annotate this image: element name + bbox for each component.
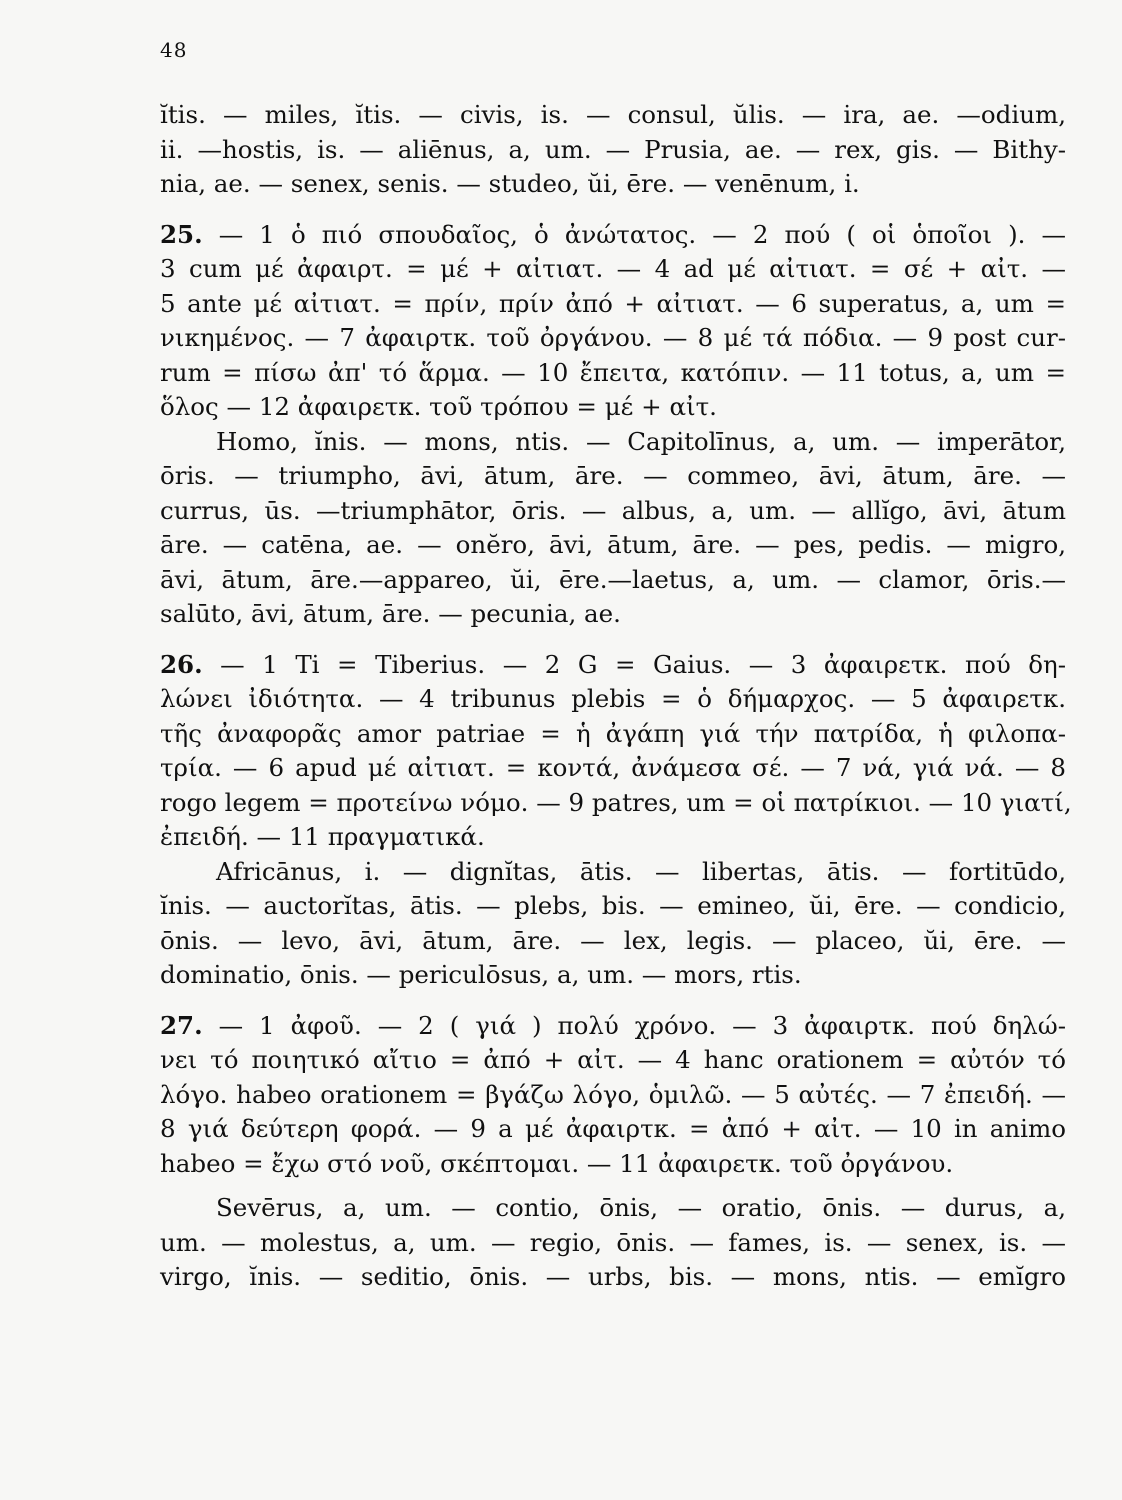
text-line: τρία. — 6 apud μέ αἰτιατ. = κοντά, ἀνάμεσα σέ. — 7 νά, γιά νά. — 8 xyxy=(160,753,1066,782)
text-line: habeo = ἔχω στό νοῦ, σκέπτομαι. — 11 ἀφαιρετκ. τοῦ ὀργάνου. xyxy=(160,1148,954,1178)
text-line: ōris. — triumpho, āvi, ātum, āre. — commeo, āvi, ātum, āre. — xyxy=(160,461,1066,490)
text-line: νικημένος. — 7 ἀφαιρτκ. τοῦ ὀργάνου. — 8 μέ τά πόδια. — 9 post cur- xyxy=(160,323,1066,352)
text-line: 26. — 1 Ti = Tiberius. — 2 G = Gaius. — 3 ἀφαιρετκ. πού δη- xyxy=(160,649,1066,679)
notes-paragraph-26 xyxy=(160,648,1072,855)
text-line: 25. — 1 ὁ πιό σπουδαῖος, ὁ ἀνώτατος. — 2 πού ( οἱ ὁποῖοι ). — xyxy=(160,219,1066,249)
text-line: 27. — 1 ἀφοῦ. — 2 ( γιά ) πολύ χρόνο. — 3 ἀφαιρτκ. πού δηλώ- xyxy=(160,1010,1066,1040)
vocabulary-paragraph xyxy=(160,1191,1066,1295)
text-line: currus, ūs. —triumphātor, ōris. — albus, a, um. — allĭgo, āvi, ātum xyxy=(160,495,1066,525)
text-line: virgo, ĭnis. — seditio, ōnis. — urbs, bis. — mons, ntis. — emĭgro xyxy=(160,1262,1066,1291)
text-line: 3 cum μέ ἀφαιρτ. = μέ + αἰτιατ. — 4 ad μέ αἰτιατ. = σέ + αἰτ. — xyxy=(160,254,1066,283)
section-number: 26. xyxy=(160,649,203,679)
text-line: āvi, ātum, āre.—appareo, ŭi, ēre.—laetus, a, um. — clamor, ōris.— xyxy=(160,564,1066,594)
text-line: Homo, ĭnis. — mons, ntis. — Capitolīnus, a, um. — imperātor, xyxy=(216,426,1066,456)
page-body xyxy=(160,98,1072,1295)
text-line: rogo legem = προτείνω νόμο. — 9 patres, um = οἱ πατρίκιοι. — 10 γιατί, xyxy=(160,787,1072,817)
text-line: āre. — catēna, ae. — onĕro, āvi, ātum, āre. — pes, pedis. — migro, xyxy=(160,530,1066,559)
text-line: um. — molestus, a, um. — regio, ōnis. — fames, is. — senex, is. — xyxy=(160,1227,1066,1257)
text-line: Africānus, i. — dignĭtas, ātis. — libertas, ātis. — fortitūdo, xyxy=(216,856,1066,886)
vocabulary-paragraph xyxy=(160,855,1066,993)
notes-paragraph-25 xyxy=(160,218,1066,425)
text-line: ōnis. — levo, āvi, ātum, āre. — lex, legis. — placeo, ŭi, ēre. — xyxy=(160,925,1066,955)
text-line: ὅλος — 12 ἀφαιρετκ. τοῦ τρόπου = μέ + αἰτ. xyxy=(160,392,717,421)
text-line: νει τό ποιητικό αἴτιο = ἀπό + αἰτ. — 4 hanc orationem = αὐτόν τό xyxy=(160,1045,1066,1074)
text-line: nia, ae. — senex, senis. — studeo, ŭi, ēre. — venēnum, i. xyxy=(160,169,860,198)
text-line: rum = πίσω ἀπ' τό ἅρμα. — 10 ἔπειτα, κατόπιν. — 11 totus, a, um = xyxy=(160,357,1066,387)
section-number: 25. xyxy=(160,219,203,249)
page-number: 48 xyxy=(160,38,188,62)
text-line: dominatio, ōnis. — periculōsus, a, um. — mors, rtis. xyxy=(160,960,802,989)
text-line: Sevērus, a, um. — contio, ōnis, — oratio, ōnis. — durus, a, xyxy=(216,1193,1066,1222)
text-line: τῆς ἀναφορᾶς amor patriae = ἡ ἀγάπη γιά τήν πατρίδα, ἡ φιλοπα- xyxy=(160,718,1066,748)
text-line: ἐπειδή. — 11 πραγματικά. xyxy=(160,822,485,851)
text-line: λώνει ἰδιότητα. — 4 tribunus plebis = ὁ δήμαρχος. — 5 ἀφαιρετκ. xyxy=(160,684,1066,713)
text-line: ii. —hostis, is. — aliēnus, a, um. — Prusia, ae. — rex, gis. — Bithy- xyxy=(160,134,1066,164)
vocabulary-paragraph xyxy=(160,425,1066,632)
text-line: 5 ante μέ αἰτιατ. = πρίν, πρίν ἀπό + αἰτιατ. — 6 superatus, a, um = xyxy=(160,288,1066,318)
text-line: salūto, āvi, ātum, āre. — pecunia, ae. xyxy=(160,599,621,628)
text-line: 8 γιά δεύτερη φορά. — 9 a μέ ἀφαιρτκ. = ἀπό + αἰτ. — 10 in animo xyxy=(160,1114,1066,1143)
section-number: 27. xyxy=(160,1010,203,1040)
vocabulary-paragraph xyxy=(160,98,1066,202)
text-line: ĭtis. — miles, ĭtis. — civis, is. — consul, ŭlis. — ira, ae. —odium, xyxy=(160,100,1066,129)
notes-paragraph-27 xyxy=(160,1009,1066,1182)
text-line: ĭnis. — auctorĭtas, ātis. — plebs, bis. — emineo, ŭi, ēre. — condicio, xyxy=(160,891,1066,920)
text-line: λόγο. habeo orationem = βγάζω λόγο, ὁμιλῶ. — 5 αὐτές. — 7 ἐπειδή. — xyxy=(160,1079,1066,1109)
